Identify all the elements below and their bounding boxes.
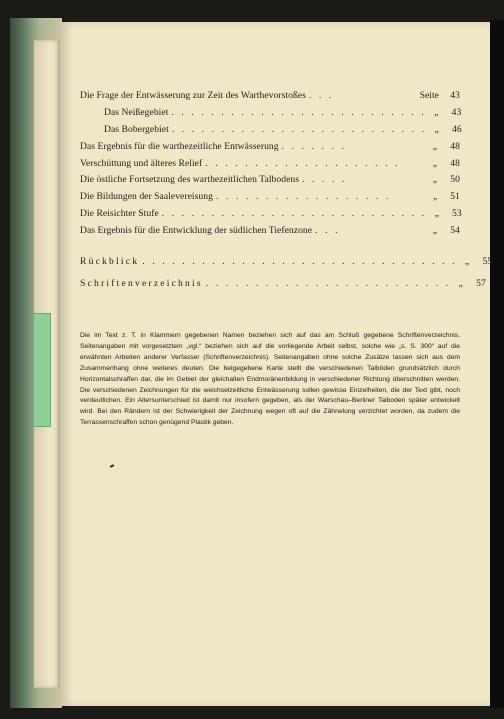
toc-ditto-mark: „ [432, 174, 438, 186]
toc-page-number: 43 [450, 90, 460, 101]
dark-right-edge [490, 20, 504, 708]
toc-page-number: 50 [450, 174, 460, 186]
toc-page-number: 57 [476, 277, 486, 289]
toc-entry [80, 206, 460, 223]
toc-leader-dots: . . . . . . . . . . . . . . . . . . . . . . . . . . [171, 123, 427, 135]
toc-ditto-mark: „ [432, 191, 438, 203]
toc-ditto-mark: „ [464, 256, 470, 268]
toc-leader-dots: . . . . . . . . . . . . . . . . . . . . . . . . . . . . . . . . [142, 256, 458, 268]
toc-entry-schriftenverzeichnis [80, 276, 486, 293]
toc-entry [80, 156, 460, 173]
toc-entry [80, 105, 460, 122]
toc-page-number: 53 [452, 208, 462, 220]
toc-entry-rueckblick [80, 254, 493, 271]
toc-entry-title: Die östliche Fortsetzung des warthezeitlichen Talbodens [80, 174, 300, 186]
toc-page-number: 51 [450, 191, 460, 203]
toc-entry [80, 172, 460, 189]
toc-ditto-mark: „ [434, 208, 439, 220]
toc-entry-title: Das Bobergebiet [104, 123, 169, 135]
explanatory-note: Die im Text z. T. in Klammern gegebenen Namen beziehen sich auf das am Schluß gegebene Schriftenverzeichnis. Seitenangaben mit vorgesetztem „vgl.“ beziehen sich auf die vorliegende Arbeit selbst, solche wie „s. S. 300“ auf die erwähnten Arbeiten anderer Verfasser (Schriftenverzeichnis). Seitenangaben ohne solche Zusätze lassen sich aus dem Zusammenhang ohne weiteres deuten. Die beigegebene Karte stellt die verschiedenen Talböden grundsätzlich durch Horizontalschraffen dar, die im Gebiet der gleichalten Endmoränenbildung in verschiedener Richtung überschnitten werden. Die verschiedenen Zeichnungen für die weichselzeitliche Entwässerung sollen gewisse Einzelheiten, die der Text gibt, noch verdeutlichen. Ein Altersunterschied ist damit nur insofern gegeben, als der Warschau–Berliner Talboden später entwickelt wird. Bei den Rändern ist der Schwierigkeit der Zeichnung wegen oft auf die Zähnelung verzichtet worden, da zudem die Terrassenschraffen schon genügend Plastik geben. [80, 332, 460, 427]
toc-entry-title: Die Frage der Entwässerung zur Zeit des Warthevorstoßes [80, 90, 306, 101]
toc-leader-dots: . . . [308, 90, 334, 101]
toc-entry-title: Schriftenverzeichnis [80, 277, 203, 289]
toc-page-number: 43 [451, 106, 462, 118]
toc-entry-title: Die Bildungen der Saalevereisung [80, 191, 213, 203]
green-bookmark-tab [33, 313, 51, 427]
toc-entry [80, 223, 460, 240]
toc-entry-title: Das Ergebnis für die Entwicklung der südlichen Tiefenzone [80, 225, 313, 237]
toc-seite-label: Seite [419, 90, 439, 101]
toc-page-number: 48 [450, 157, 460, 169]
toc-leader-dots: . . . . . . . . . . . . . . . . . . . . . . . . . . [171, 106, 427, 118]
toc-leader-dots: . . . . . [302, 174, 348, 186]
toc-page-number: 48 [450, 140, 460, 152]
toc-page-number: 54 [450, 225, 460, 237]
toc-ditto-mark: „ [432, 157, 438, 169]
toc-entry-title: Das Neißegebiet [104, 106, 169, 118]
toc-entry-title: Die Reisichter Stufe [80, 208, 159, 220]
toc-ditto-mark: „ [434, 123, 439, 135]
toc-leader-dots: . . . . . . . . . . . . . . . . . . . . [205, 157, 401, 169]
toc-entry [80, 139, 460, 156]
toc-entry [80, 122, 460, 139]
toc-leader-dots: . . . . . . . . . . . . . . . . . . [215, 191, 391, 203]
toc-ditto-mark: „ [458, 277, 463, 289]
toc-leader-dots: . . . . . . . . . . . . . . . . . . . . . . . . . [205, 277, 451, 289]
toc-entry [80, 88, 460, 105]
toc-page-number: 46 [452, 123, 462, 135]
toc-ditto-mark: „ [432, 140, 438, 152]
toc-entry [80, 189, 460, 206]
toc-ditto-mark: „ [432, 225, 438, 237]
toc-entry-title: Das Ergebnis für die warthezeitliche Entwässerung [80, 140, 279, 152]
toc-leader-dots: . . . [315, 225, 341, 237]
toc-entry-title: Verschüttung und älteres Relief [80, 157, 203, 169]
toc-ditto-mark: „ [434, 106, 439, 118]
table-of-contents [80, 88, 493, 293]
toc-entry-title: Rückblick [80, 256, 140, 268]
toc-leader-dots: . . . . . . . [281, 140, 347, 152]
toc-page-number: 55 [482, 256, 493, 268]
toc-leader-dots: . . . . . . . . . . . . . . . . . . . . . . . . . . . [161, 208, 427, 220]
